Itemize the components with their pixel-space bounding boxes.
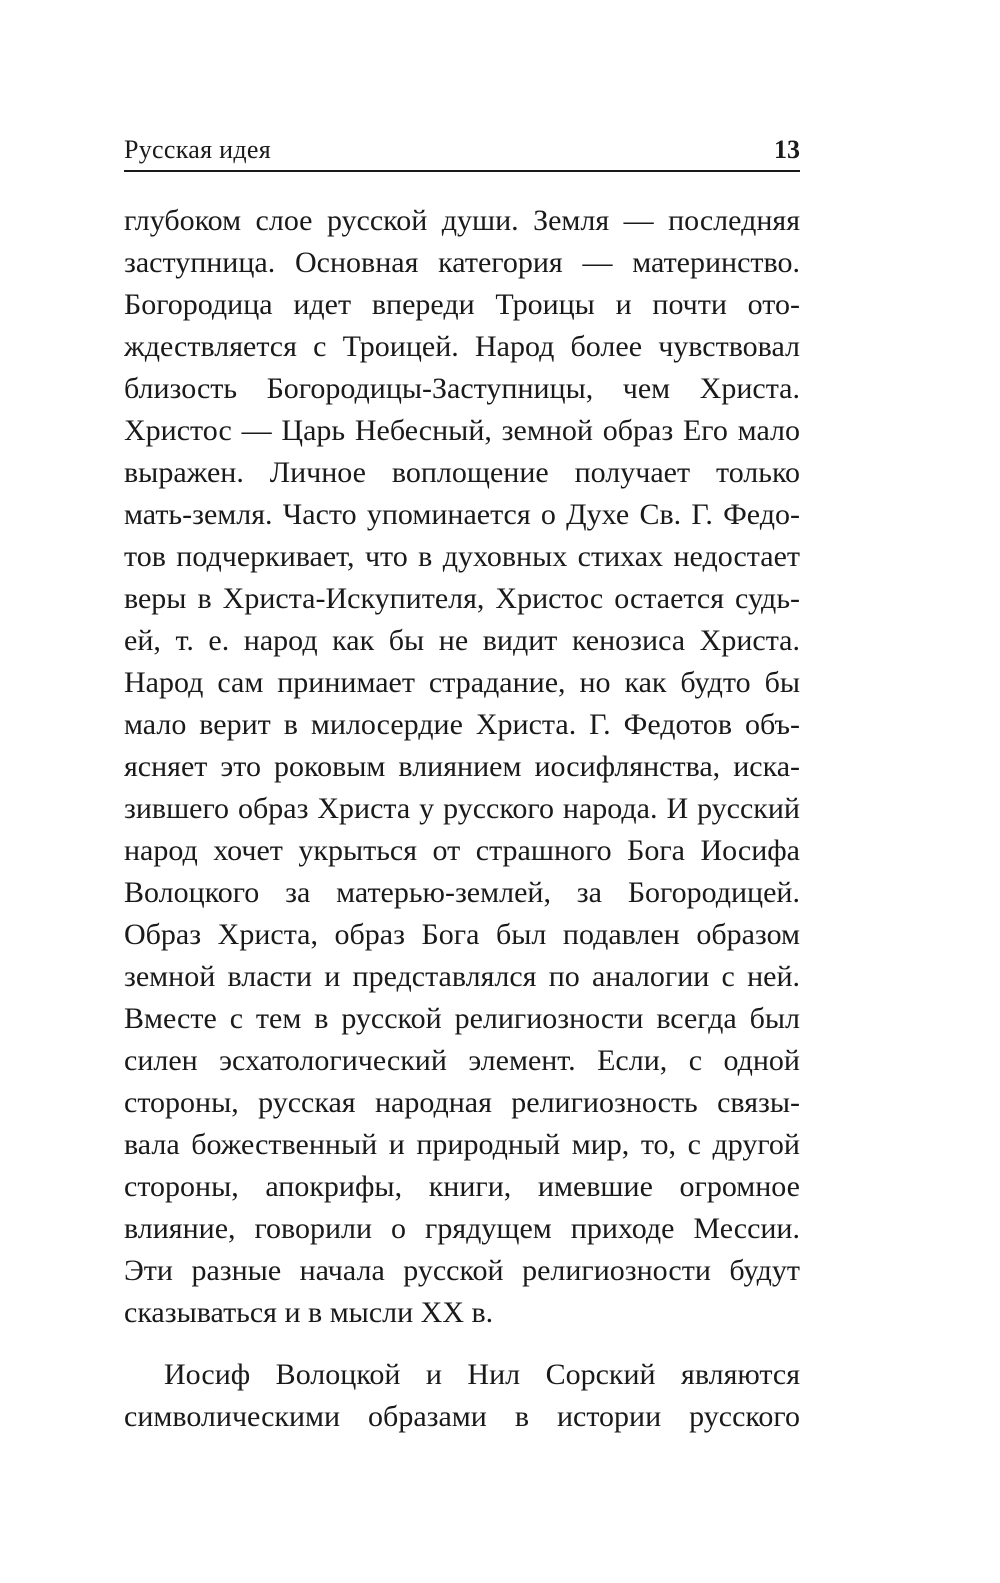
text-line: народ хочет укрыться от страшного Бога Иосифа (124, 834, 800, 867)
text-line: мать-земля. Часто упоминается о Духе Св. Г. Федо- (124, 498, 800, 531)
text-line: ей, т. е. народ как бы не видит кенозиса Христа. (124, 624, 800, 657)
text-line: Волоцкого за матерью-землей, за Богородицей. (124, 876, 800, 909)
text-line: земной власти и представлялся по аналогии с ней. (124, 960, 800, 993)
text-line: Народ сам принимает страдание, но как будто бы (124, 666, 800, 699)
text-line: сказываться и в мысли XX в. (124, 1296, 494, 1329)
text-line: близость Богородицы-Заступницы, чем Христа. (124, 372, 800, 405)
text-line: Эти разные начала русской религиозности будут (124, 1254, 800, 1287)
text-line: силен эсхатологический элемент. Если, с одной (124, 1044, 800, 1077)
running-title: Русская идея (124, 135, 272, 164)
text-line: ждествляется с Троицей. Народ более чувствовал (124, 330, 800, 363)
text-line: зившего образ Христа у русского народа. И русский (124, 792, 800, 825)
paragraph (124, 200, 800, 1334)
paragraph-gap (124, 1334, 800, 1354)
text-line: выражен. Личное воплощение получает только (124, 456, 800, 489)
text-line: символическими образами в истории русского (124, 1400, 800, 1433)
text-line: мало верит в милосердие Христа. Г. Федотов объ- (124, 708, 800, 741)
text-line: вала божественный и природный мир, то, с другой (124, 1128, 800, 1161)
text-line: влияние, говорили о грядущем приходе Мессии. (124, 1212, 800, 1245)
running-head (124, 132, 800, 170)
text-line: Богородица идет впереди Троицы и почти ото- (124, 288, 800, 321)
body-text (124, 200, 800, 1438)
text-line: веры в Христа-Искупителя, Христос остается судь- (124, 582, 800, 615)
text-line: Образ Христа, образ Бога был подавлен образом (124, 918, 800, 951)
text-line: ясняет это роковым влиянием иосифлянства, иска- (124, 750, 800, 783)
header-rule (124, 170, 800, 172)
text-line: Иосиф Волоцкой и Нил Сорский являются (164, 1358, 800, 1391)
text-line: глубоком слое русской души. Земля — последняя (124, 204, 800, 237)
text-line: стороны, русская народная религиозность связы- (124, 1086, 800, 1119)
page-number: 13 (774, 135, 800, 164)
paragraph (124, 1354, 800, 1438)
text-line: стороны, апокрифы, книги, имевшие огромное (124, 1170, 800, 1203)
text-line: тов подчеркивает, что в духовных стихах недостает (124, 540, 800, 573)
text-line: Вместе с тем в русской религиозности всегда был (124, 1002, 800, 1035)
text-line: Христос — Царь Небесный, земной образ Его мало (124, 414, 800, 447)
text-line: заступница. Основная категория — материнство. (124, 246, 800, 279)
